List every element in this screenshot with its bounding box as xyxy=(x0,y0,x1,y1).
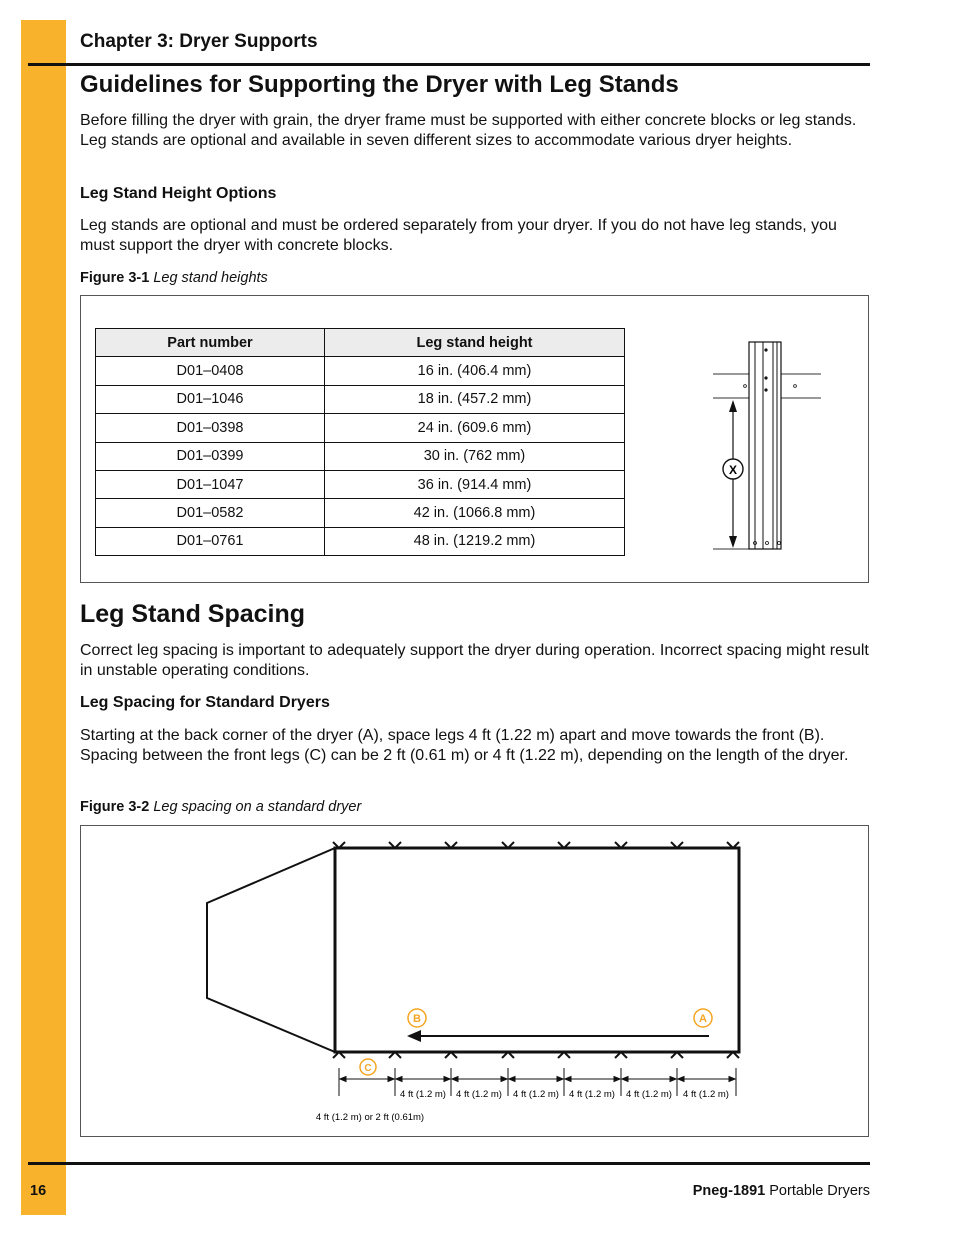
figure-3-1 xyxy=(80,295,869,583)
table-header-row xyxy=(96,329,625,357)
figure-3-1-caption xyxy=(80,270,268,286)
leg-height-options-text: Leg stands are optional and must be ordered separately from your dryer. If you do not have leg stands, you must support the dryer with concrete blocks. xyxy=(80,217,837,255)
part-number-cell: D01–0761 xyxy=(96,527,325,555)
height-cell: 30 in. (762 mm) xyxy=(325,442,625,470)
leg-height-options-heading: Leg Stand Height Options xyxy=(80,185,277,202)
height-cell: 42 in. (1066.8 mm) xyxy=(325,499,625,527)
dryer-spacing-diagram xyxy=(81,826,868,1136)
leg-height-table xyxy=(95,328,625,556)
spacing-label: 4 ft (1.2 m) xyxy=(683,1089,729,1100)
leg-spacing-standard-text: Starting at the back corner of the dryer (A), space legs 4 ft (1.22 m) apart and move towards the front (B). Spacing between the front legs (C) can be 2 ft (0.61 m) or 4 ft (1.22 m), depending on the length of the dryer. xyxy=(80,727,849,765)
doc-id: Pneg-1891 xyxy=(692,1183,766,1199)
part-number-cell: D01–1047 xyxy=(96,470,325,498)
figure-3-2 xyxy=(80,825,869,1137)
dryer-front-hopper xyxy=(207,848,335,1052)
table-row xyxy=(96,385,625,413)
height-cell: 36 in. (914.4 mm) xyxy=(325,470,625,498)
height-cell: 48 in. (1219.2 mm) xyxy=(325,527,625,555)
figure-label: Figure 3-2 xyxy=(80,799,150,815)
chapter-heading: Chapter 3: Dryer Supports xyxy=(80,31,318,52)
table-row xyxy=(96,414,625,442)
section-title-guidelines: Guidelines for Supporting the Dryer with Leg Stands xyxy=(80,71,679,98)
part-number-cell: D01–0399 xyxy=(96,442,325,470)
front-spacing-label: 4 ft (1.2 m) or 2 ft (0.61m) xyxy=(315,1112,425,1123)
header-rule xyxy=(28,63,870,66)
height-cell: 24 in. (609.6 mm) xyxy=(325,414,625,442)
guidelines-intro: Before filling the dryer with grain, the dryer frame must be supported with either concrete blocks or leg stands. Leg stands are optional and available in seven different sizes to accommodate various dryer heights. xyxy=(80,112,857,150)
figure-3-2-caption xyxy=(80,799,361,815)
page-number: 16 xyxy=(30,1183,47,1199)
doc-title: Portable Dryers xyxy=(769,1183,870,1199)
footer-doc-info xyxy=(693,1183,870,1199)
column-header: Part number xyxy=(96,329,325,357)
bolt-hole xyxy=(764,376,767,379)
dryer-body xyxy=(335,848,739,1052)
height-marker-label: X xyxy=(728,463,738,477)
section-title-leg-spacing: Leg Stand Spacing xyxy=(80,600,306,628)
table-row xyxy=(96,499,625,527)
marker-c-label: C xyxy=(364,1063,372,1074)
spacing-label: 4 ft (1.2 m) xyxy=(569,1089,615,1100)
bolt-hole xyxy=(764,348,767,351)
figure-caption-text: Leg stand heights xyxy=(153,270,268,286)
table-row xyxy=(96,470,625,498)
arrow-up-icon xyxy=(729,400,737,412)
leg-spacing-intro: Correct leg spacing is important to adequately support the dryer during operation. Incorrect spacing might result in unstable operating conditions. xyxy=(80,642,869,680)
spacing-label: 4 ft (1.2 m) xyxy=(626,1089,672,1100)
figure-label: Figure 3-1 xyxy=(80,270,150,286)
marker-a-label: A xyxy=(699,1013,707,1025)
part-number-cell: D01–0408 xyxy=(96,357,325,385)
table-row xyxy=(96,442,625,470)
marker-b-label: B xyxy=(413,1013,421,1025)
spacing-label: 4 ft (1.2 m) xyxy=(400,1089,446,1100)
bolt-hole xyxy=(764,388,767,391)
part-number-cell: D01–0398 xyxy=(96,414,325,442)
part-number-cell: D01–0582 xyxy=(96,499,325,527)
arrow-down-icon xyxy=(729,536,737,548)
table-row xyxy=(96,357,625,385)
chapter-sidebar-tab xyxy=(21,20,66,1215)
table-row xyxy=(96,527,625,555)
spacing-label: 4 ft (1.2 m) xyxy=(456,1089,502,1100)
dimension-lines xyxy=(340,1077,735,1082)
leg-spacing-standard-heading: Leg Spacing for Standard Dryers xyxy=(80,694,330,711)
footer-rule xyxy=(28,1162,870,1165)
part-number-cell: D01–1046 xyxy=(96,385,325,413)
column-header: Leg stand height xyxy=(325,329,625,357)
leg-stand-diagram xyxy=(713,334,825,554)
figure-caption-text: Leg spacing on a standard dryer xyxy=(153,799,362,815)
height-cell: 16 in. (406.4 mm) xyxy=(325,357,625,385)
height-cell: 18 in. (457.2 mm) xyxy=(325,385,625,413)
spacing-label: 4 ft (1.2 m) xyxy=(513,1089,559,1100)
leg-stand-channel xyxy=(749,342,781,549)
